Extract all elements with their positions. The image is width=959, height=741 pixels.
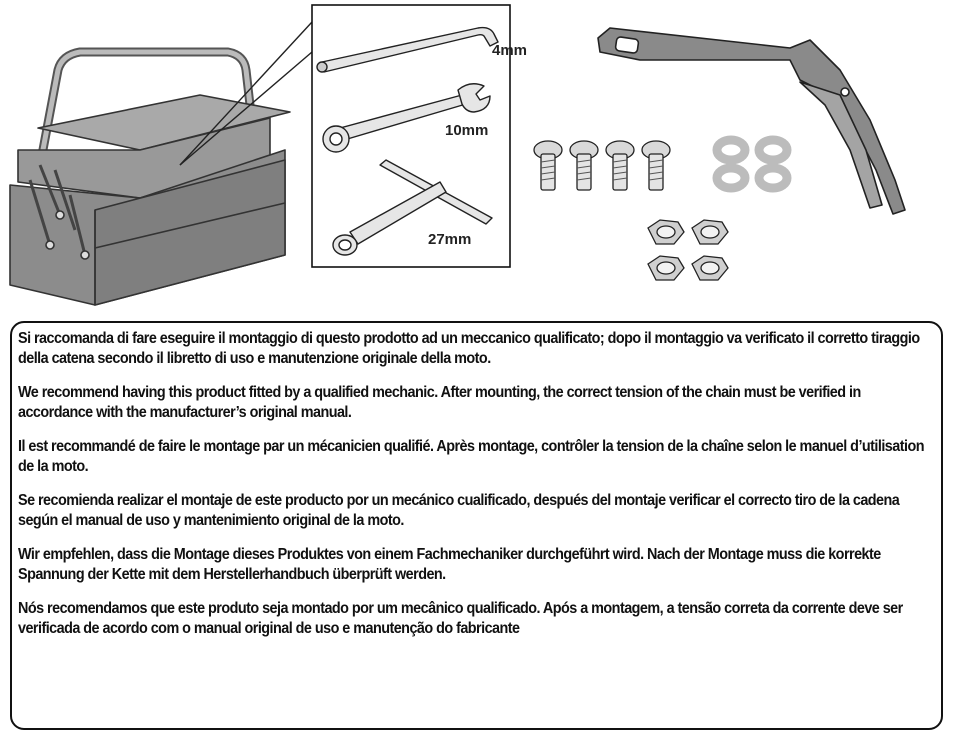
nuts-icon: [648, 220, 728, 280]
parts-illustration: [0, 0, 959, 318]
notice-french: Il est recommandé de faire le montage par un mécanicien qualifié. Après montage, contrôler la tension de la chaîne selon le manuel d’utilisation de la moto.: [18, 438, 924, 475]
hex-key-label: 4mm: [492, 42, 528, 59]
notice-italian: Si raccomanda di fare eseguire il montaggio di questo prodotto ad un meccanico qualificato; dopo il montaggio va verificato il corretto tiraggio della catena secondo il libretto di uso e manutenzione originale della moto.: [18, 330, 920, 367]
notice-english: We recommend having this product fitted by a qualified mechanic. After mounting, the correct tension of the chain must be verified in accordance with the manufacturer’s original manual.: [18, 384, 861, 421]
toolbox-icon: [10, 52, 290, 305]
washers-icon: [717, 140, 787, 188]
notice-spanish: Se recomienda realizar el montaje de este producto por un mecánico cualificado, después del montaje verificar el correcto tiro de la cadena según el manual de uso y mantenimiento original de la moto.: [18, 492, 900, 529]
bracket-part-icon: [598, 28, 905, 214]
notice-box: [10, 321, 943, 730]
bolts-icon: [534, 141, 670, 190]
notice-portuguese: Nós recomendamos que este produto seja montado por um mecânico qualificado. Após a montagem, a tensão correta da corrente deve ser verificada de acordo com o manual original de uso e manutenção do fabricante: [18, 600, 903, 637]
combination-wrench-label: 10mm: [445, 122, 489, 139]
notice-german: Wir empfehlen, dass die Montage dieses Produktes von einem Fachmechaniker durchgeführt wird. Nach der Montage muss die korrekte Spannung der Kette mit dem Herstellerhandbuch überprüft werden.: [18, 546, 881, 583]
t-socket-wrench-label: 27mm: [428, 231, 472, 248]
